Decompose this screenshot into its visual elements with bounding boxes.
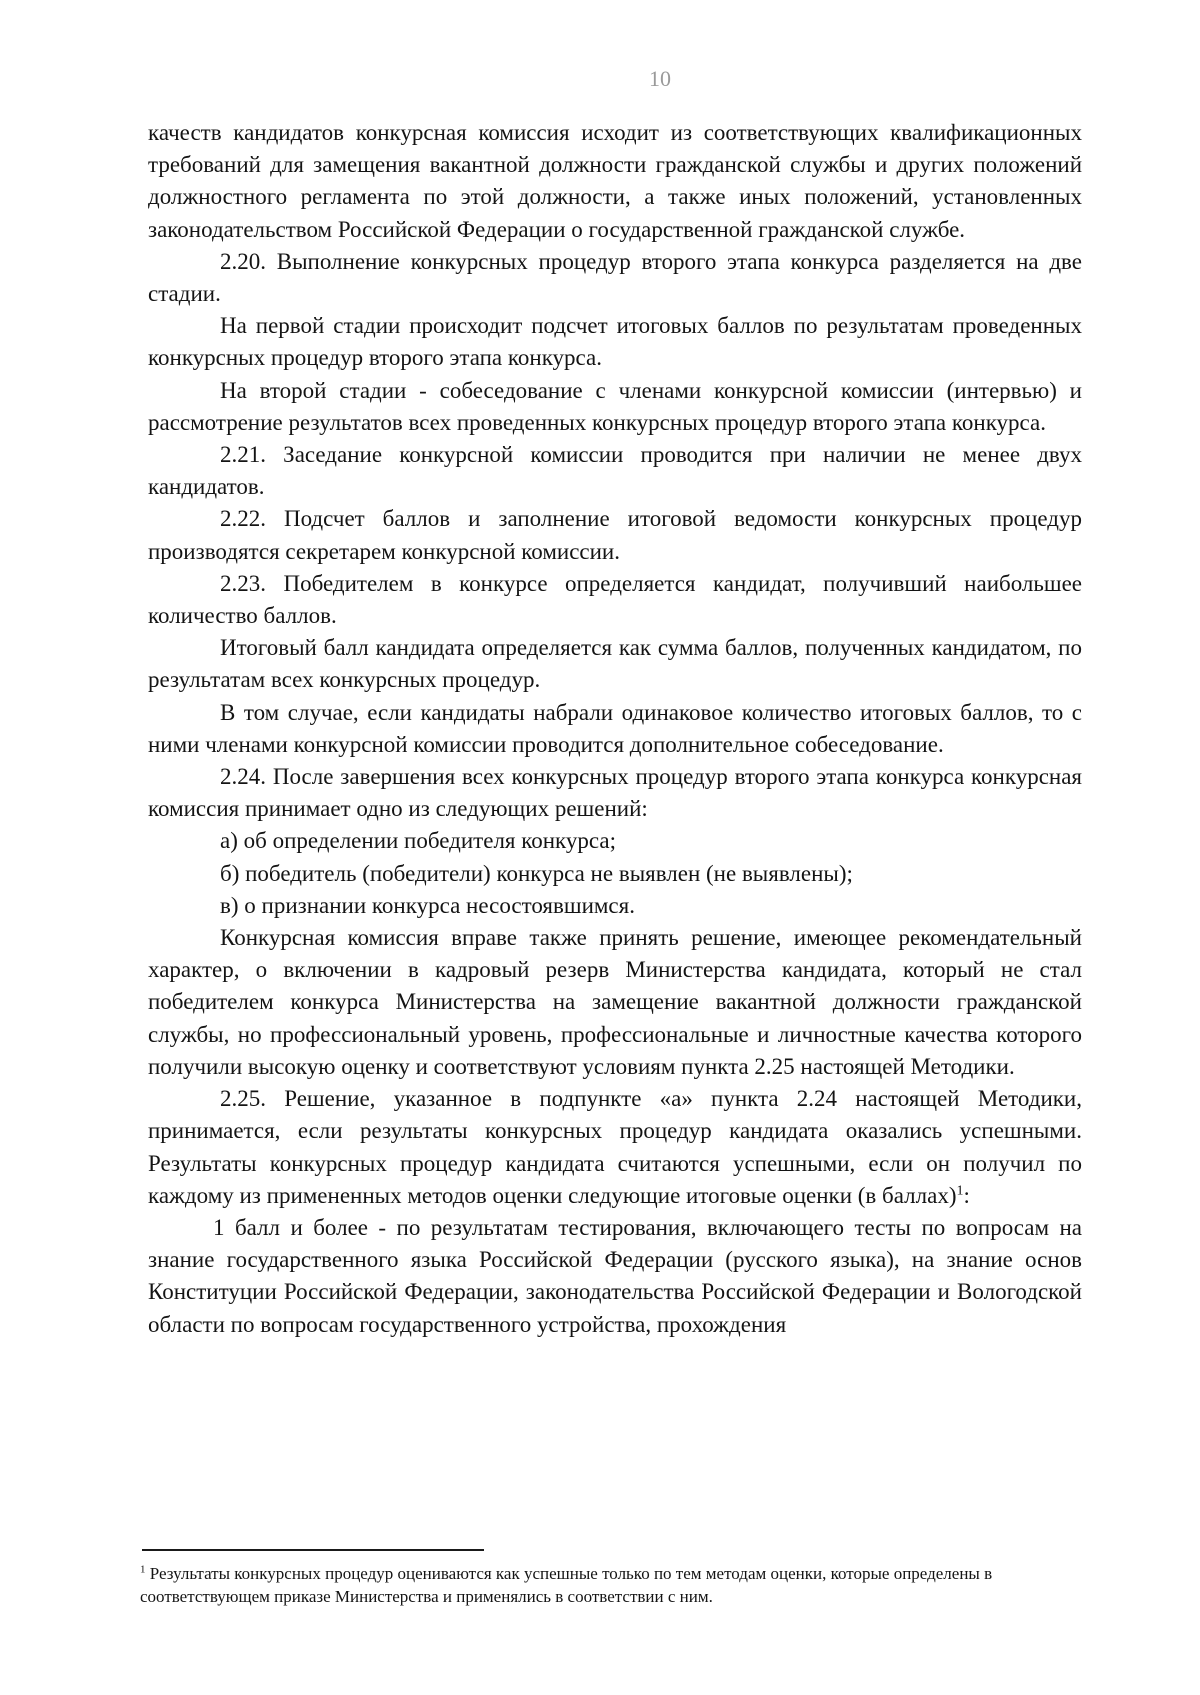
paragraph-2-25-text: 2.25. Решение, указанное в подпункте «а» пункта 2.24 настоящей Методики, принимается, если результаты конкурсных процедур кандидата оказались успешными. Результаты конкурсных процедур кандидата считаются успешными, если он получил по каждому из примененных методов оценки следующие итоговые оценки (в баллах) — [148, 1086, 1082, 1208]
paragraph-reserve: Конкурсная комиссия вправе также принять решение, имеющее рекомендательный характер, о включении в кадровый резерв Министерства кандидата, который не стал победителем конкурса Министерства на замещение вакантной должности гражданской службы, но профессиональный уровень, профессиональные и личностные качества которого получили высокую оценку и соответствуют условиям пункта 2.25 настоящей Методики. — [148, 925, 1082, 1079]
paragraph-2-23: 2.23. Победителем в конкурсе определяется кандидат, получивший наибольшее количество баллов. — [148, 570, 1082, 629]
paragraph-2-21: 2.21. Заседание конкурсной комиссии проводится при наличии не менее двух кандидатов. — [148, 442, 1082, 500]
paragraph-2-24: 2.24. После завершения всех конкурсных процедур второго этапа конкурса конкурсная комиссия принимает одно из следующих решений: — [148, 764, 1082, 822]
footnote — [140, 1562, 1070, 1608]
page-number: 10 — [649, 66, 671, 91]
list-item-a: а) об определении победителя конкурса; — [220, 828, 616, 854]
paragraph-first-stage: На первой стадии происходит подсчет итоговых баллов по результатам проведенных конкурсных процедур второго этапа конкурса. — [148, 313, 1082, 371]
paragraph-2-22: 2.22. Подсчет баллов и заполнение итоговой ведомости конкурсных процедур производятся секретарем конкурсной комиссии. — [148, 506, 1082, 564]
paragraph-continuation: качеств кандидатов конкурсная комиссия исходит из соответствующих квалификационных требований для замещения вакантной должности гражданской службы и других положений должностного регламента по этой должности, а также иных положений, установленных законодательством Российской Федерации о государственной гражданской службе. — [148, 120, 1082, 242]
footnote-reference: 1 — [956, 1183, 964, 1199]
footnote-divider — [142, 1549, 484, 1551]
document-body — [148, 117, 1082, 1341]
paragraph-2-20: 2.20. Выполнение конкурсных процедур второго этапа конкурса разделяется на две стадии. — [148, 248, 1082, 307]
paragraph-2-25: 2.25. Решение, указанное в подпункте «а» пункта 2.24 настоящей Методики, принимается, если результаты конкурсных процедур кандидата оказались успешными. Результаты конкурсных процедур кандидата считаются успешными, если он получил по каждому из примененных методов оценки следующие итоговые оценки (в баллах)$^1$: — [148, 1086, 1082, 1208]
paragraph-testing-score: 1 балл и более - по результатам тестирования, включающего тесты по вопросам на знание государственного языка Российской Федерации (русского языка), на знание основ Конституции Российской Федерации, законодательства Российской Федерации и Вологодской области по вопросам государственного устройства, прохождения — [148, 1214, 1082, 1337]
paragraph-total-score: Итоговый балл кандидата определяется как сумма баллов, полученных кандидатом, по результатам всех конкурсных процедур. — [148, 635, 1082, 693]
paragraph-tie-case: В том случае, если кандидаты набрали одинаковое количество итоговых баллов, то с ними членами конкурсной комиссии проводится дополнительное собеседование. — [148, 699, 1082, 757]
paragraph-second-stage: На второй стадии - собеседование с членами конкурсной комиссии (интервью) и рассмотрение результатов всех проведенных конкурсных процедур второго этапа конкурса. — [148, 377, 1082, 435]
footnote-text: Результаты конкурсных процедур оцениваются как успешные только по тем методам оценки, которые определены в соответствующем приказе Министерства и применялись в соответствии с ним. — [140, 1564, 993, 1606]
footnote-marker: 1 — [140, 1563, 146, 1576]
list-item-v: в) о признании конкурса несостоявшимся. — [220, 892, 635, 918]
list-item-b: б) победитель (победители) конкурса не выявлен (не выявлены); — [220, 860, 853, 886]
